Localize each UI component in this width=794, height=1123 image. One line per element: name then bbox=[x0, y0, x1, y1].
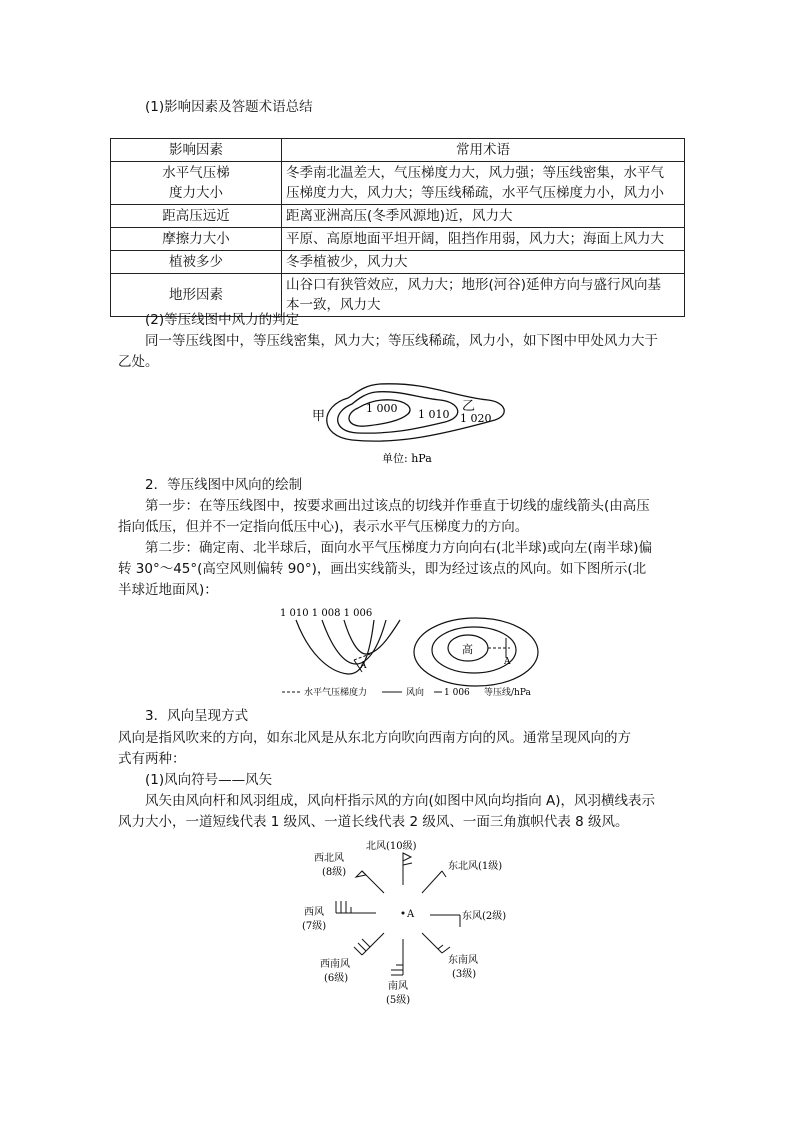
isobar-value-1010: 1 010 bbox=[418, 408, 450, 421]
northwest-flag bbox=[356, 871, 366, 877]
term-text: 压梯度力大，风力大；等压线稀疏，水平气压梯度力小，风力小 bbox=[286, 185, 664, 201]
center-dot bbox=[402, 912, 405, 915]
isobar-force-figure bbox=[300, 378, 510, 468]
table-header-row bbox=[111, 139, 685, 162]
high-center-label: 高 bbox=[462, 643, 473, 656]
table-row bbox=[111, 162, 685, 205]
paragraph-line: 第一步：在等压线图中，按要求画出过该点的切线并作垂直于切线的虚线箭头(由高压 bbox=[145, 498, 650, 514]
wind-direction-figure bbox=[278, 602, 548, 700]
east-label: 东风(2级) bbox=[462, 911, 507, 922]
section-heading-wind-direction-drawing: 2．等压线图中风向的绘制 bbox=[145, 477, 303, 493]
north-feather bbox=[403, 863, 412, 865]
table-cell-term: 距离亚洲高压(冬季风源地)近，风力大 bbox=[282, 205, 685, 228]
point-a-label: A bbox=[504, 657, 511, 667]
factor-text: 度力大小 bbox=[169, 185, 223, 201]
southeast-barb bbox=[422, 933, 442, 953]
table-header: 常用术语 bbox=[282, 139, 685, 162]
section-heading-wind-presentation: 3．风向呈现方式 bbox=[145, 708, 249, 724]
table-cell-term: 冬季植被少，风力大 bbox=[282, 251, 685, 274]
table-row bbox=[111, 205, 685, 228]
table-row bbox=[111, 251, 685, 274]
southwest-name: 西南风 bbox=[320, 959, 350, 970]
table-row bbox=[111, 228, 685, 251]
south-level: (5级) bbox=[386, 995, 411, 1006]
table-cell-term bbox=[282, 162, 685, 205]
southwest-feather bbox=[358, 943, 366, 951]
table-cell-factor: 地形因素 bbox=[111, 274, 282, 317]
section-heading-wind-force: (2)等压线图中风力的判定 bbox=[145, 312, 300, 328]
paragraph-line: 第二步：确定南、北半球后，面向水平气压梯度力方向向右(北半球)或向左(南半球)偏 bbox=[145, 540, 653, 556]
term-text: 冬季南北温差大，气压梯度力大，风力强；等压线密集，水平气 bbox=[286, 165, 664, 181]
northeast-label: 东北风(1级) bbox=[448, 861, 503, 872]
section-heading-factors: (1)影响因素及答题术语总结 bbox=[145, 99, 313, 115]
west-name: 西风 bbox=[304, 907, 324, 918]
sub-heading-wind-symbol: (1)风向符号——风矢 bbox=[145, 772, 273, 788]
legend-iso-value: 1 006 bbox=[444, 688, 470, 698]
isobar-value-1020: 1 020 bbox=[460, 412, 492, 425]
southwest-barb bbox=[362, 933, 384, 955]
table-header: 影响因素 bbox=[111, 139, 282, 162]
southeast-name: 东南风 bbox=[448, 955, 478, 966]
unit-label: 单位: hPa bbox=[382, 452, 432, 465]
south-name: 南风 bbox=[388, 981, 408, 992]
factors-table bbox=[110, 138, 685, 317]
paragraph-line: 转 30°～45°(高空风则偏转 90°)，画出实线箭头，即为经过该点的风向。如下图所示(北 bbox=[118, 561, 647, 577]
northwest-level: (8级) bbox=[322, 867, 347, 878]
southwest-feather bbox=[362, 939, 370, 947]
legend-pgf: 水平气压梯度力 bbox=[304, 688, 368, 698]
factor-text: 水平气压梯 bbox=[162, 165, 230, 181]
southeast-feather bbox=[438, 945, 443, 949]
paragraph-line: 同一等压线图中，等压线密集，风力大；等压线稀疏，风力小，如下图中甲处风力大于 bbox=[145, 333, 658, 349]
paragraph-line: 乙处。 bbox=[118, 354, 159, 370]
paragraph-line: 风矢由风向杆和风羽组成，风向杆指示风的方向(如图中风向均指向 A)，风羽横线表示 bbox=[145, 793, 656, 809]
wind-barb-figure bbox=[290, 835, 530, 1015]
southeast-level: (3级) bbox=[452, 969, 477, 980]
isobar-curve bbox=[322, 620, 386, 664]
north-flag bbox=[403, 853, 411, 861]
paragraph-line: 风力大小，一道短线代表 1 级风、一道长线代表 2 级风、一面三角旗帜代表 8 级风。 bbox=[118, 814, 629, 830]
label-yi: 乙 bbox=[462, 399, 476, 414]
paragraph-line: 半球近地面风)： bbox=[118, 582, 218, 598]
southwest-level: (6级) bbox=[324, 973, 349, 984]
west-level: (7级) bbox=[302, 921, 327, 932]
table-cell-factor: 植被多少 bbox=[111, 251, 282, 274]
legend-iso: 等压线/hPa bbox=[484, 688, 531, 698]
table-cell-term: 平原、高原地面平坦开阔，阻挡作用弱，风力大；海面上风力大 bbox=[282, 228, 685, 251]
paragraph-line: 指向低压，但并不一定指向低压中心)，表示水平气压梯度力的方向。 bbox=[118, 519, 529, 535]
point-a-label: A bbox=[360, 661, 367, 671]
paragraph-line: 风向是指风吹来的方向，如东北风是从东北方向吹向西南方向的风。通常呈现风向的方 bbox=[118, 730, 631, 746]
term-text: 山谷口有狭管效应，风力大；地形(河谷)延伸方向与盛行风向基 bbox=[286, 277, 662, 293]
table-cell-factor: 摩擦力大小 bbox=[111, 228, 282, 251]
northwest-name: 西北风 bbox=[314, 853, 344, 864]
isobar-values-label: 1 010 1 008 1 006 bbox=[280, 608, 373, 619]
legend-wind: 风向 bbox=[406, 688, 425, 698]
table-cell-factor bbox=[111, 162, 282, 205]
label-jia: 甲 bbox=[312, 409, 326, 424]
northeast-feather bbox=[442, 871, 446, 877]
north-label: 北风(10级) bbox=[366, 841, 417, 852]
paragraph-line: 式有两种： bbox=[118, 751, 186, 767]
table-cell-factor: 距高压远近 bbox=[111, 205, 282, 228]
term-text: 本一致，风力大 bbox=[286, 297, 381, 313]
center-label: A bbox=[407, 909, 415, 920]
northeast-barb bbox=[422, 871, 442, 893]
isobar-value-1000: 1 000 bbox=[366, 402, 398, 415]
table-cell-term bbox=[282, 274, 685, 317]
southwest-feather bbox=[354, 947, 362, 955]
southeast-feather bbox=[442, 947, 450, 953]
